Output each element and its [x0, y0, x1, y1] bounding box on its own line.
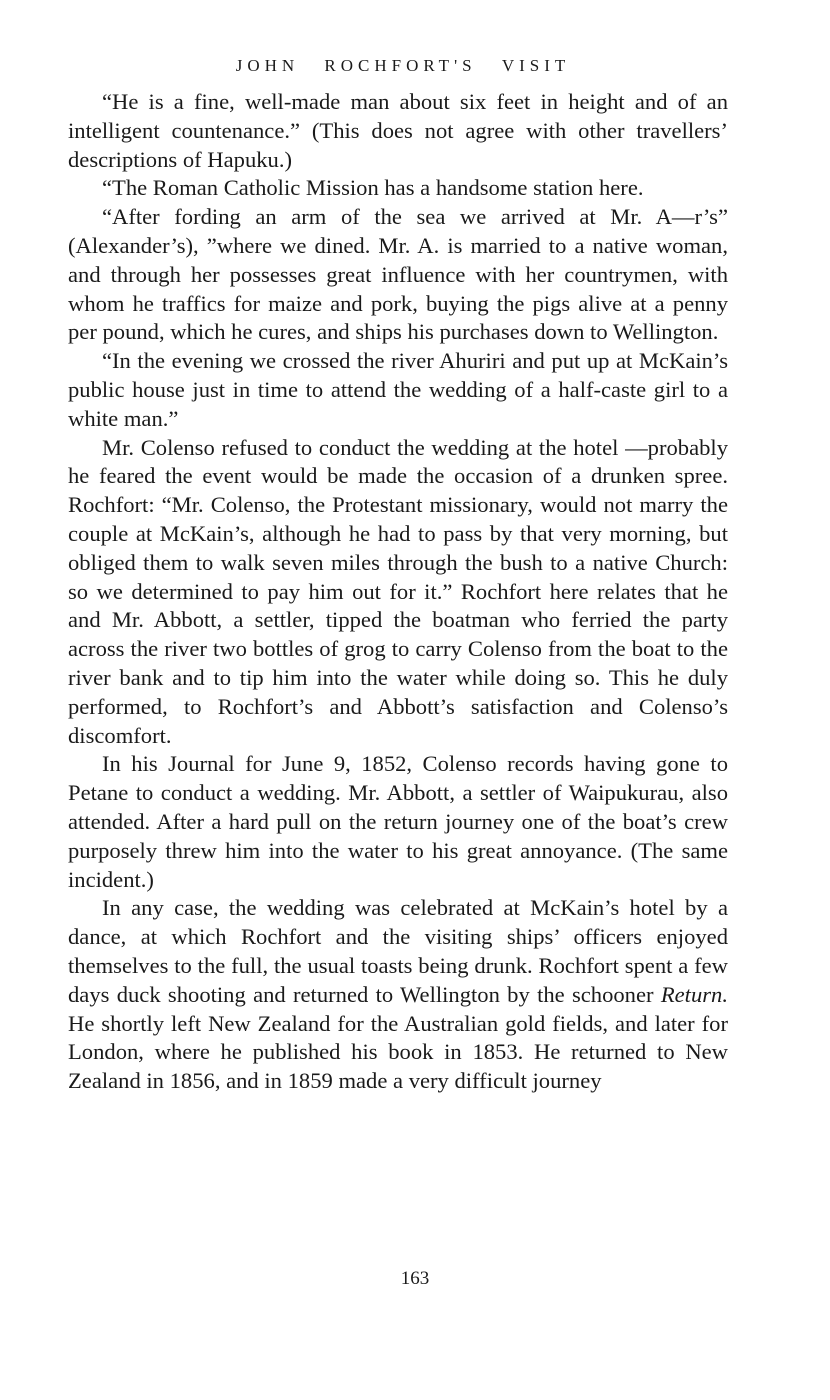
paragraph-text-before: In any case, the wedding was celebrated at McKain’s hotel by a dance, at which Rochfort and the visiting ships’ officers enjoyed themselves to the full, the usual toasts being drunk. Rochfort spent a few days duck shooting and returned to Wellington by the schooner — [68, 895, 728, 1007]
running-head-word-2: ROCHFORT'S — [324, 56, 477, 75]
running-head-word-3: VISIT — [501, 56, 571, 75]
paragraph-alexander-visit: “After fording an arm of the sea we arrived at Mr. A—r’s” (Alexander’s), ”where we dined. Mr. A. is married to a native woman, and through her possesses great influence with her countrymen, with whom he traffics for maize and pork, buying the pigs alive at a penny per pound, which he cures, and ships his purchases down to Wellington. — [68, 204, 728, 345]
paragraph-text-after: He shortly left New Zealand for the Australian gold fields, and later for London, where he published his book in 1853. He returned to New Zealand in 1856, and in 1859 made a very difficult journey — [68, 1010, 728, 1094]
running-head-word-1: JOHN — [235, 56, 300, 75]
running-head — [68, 56, 728, 76]
book-page — [68, 56, 728, 1096]
page-number: 163 — [400, 1268, 430, 1289]
paragraph-colenso-journal: In his Journal for June 9, 1852, Colenso records having gone to Petane to conduct a wedding. Mr. Abbott, a settler of Waipukurau, also attended. After a hard pull on the return journey one of the boat’s crew purposely threw him into the water to his great annoyance. (The same incident.) — [68, 751, 728, 892]
paragraph-wedding-celebration — [68, 894, 728, 1096]
ship-name: Return. — [660, 981, 728, 1007]
paragraph-hapuku-description: “He is a fine, well-made man about six feet in height and of an intelligent countenance.” (This does not agree with other travellers’ descriptions of Hapuku.) — [68, 89, 728, 172]
body-text — [68, 88, 728, 1096]
paragraph-ahuriri-crossing: “In the evening we crossed the river Ahuriri and put up at McKain’s public house just in time to attend the wedding of a half-caste girl to a white man.” — [68, 348, 728, 431]
paragraph-colenso-refusal: Mr. Colenso refused to conduct the wedding at the hotel —probably he feared the event would be made the occasion of a drunken spree. Rochfort: “Mr. Colenso, the Protestant missionary, would not marry the couple at McKain’s, although he had to pass by that very morning, but obliged them to walk seven miles through the bush to a native Church: so we determined to pay him out for it.” Rochfort here relates that he and Mr. Abbott, a settler, tipped the boatman who ferried the party across the river two bottles of grog to carry Colenso from the boat to the river bank and to tip him into the water while doing so. This he duly performed, to Rochfort’s and Abbott’s satisfaction and Colenso’s discomfort. — [68, 434, 728, 748]
paragraph-catholic-mission: “The Roman Catholic Mission has a handsome station here. — [102, 175, 644, 201]
